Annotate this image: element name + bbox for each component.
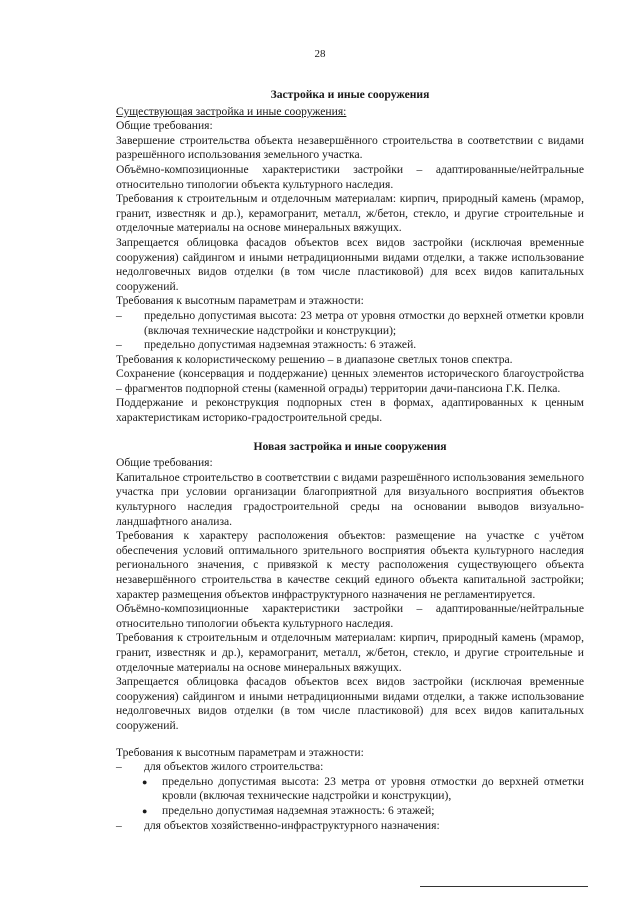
document-body bbox=[116, 88, 584, 833]
dash-marker: – bbox=[116, 338, 122, 352]
general-requirements-label: Общие требования: bbox=[116, 119, 213, 133]
paragraph: Поддержание и реконструкция подпорных стен в формах, адаптированных к ценным характеристикам историко-градостроительной среды. bbox=[116, 396, 584, 425]
residential-height-list bbox=[116, 775, 584, 819]
dash-marker: – bbox=[116, 818, 122, 832]
section-title-new: Новая застройка и иные сооружения bbox=[253, 439, 447, 453]
paragraph: Объёмно-композиционные характеристики застройки – адаптированные/нейтральные относительно типологии объекта культурного наследия. bbox=[116, 162, 584, 191]
object-type-list bbox=[116, 819, 584, 834]
list-item: – предельно допустимая высота: 23 метра от уровня отмостки до верхней отметки кровли (включая технические надстройки и конструкции); bbox=[116, 308, 584, 337]
dash-marker: – bbox=[116, 760, 122, 774]
page-number: 28 bbox=[314, 48, 326, 60]
paragraph: Объёмно-композиционные характеристики застройки – адаптированные/нейтральные относительно типологии объекта культурного наследия. bbox=[116, 602, 584, 630]
height-requirements-label: Требования к высотным параметрам и этажности: bbox=[116, 745, 364, 759]
list-item: – для объектов хозяйственно-инфраструктурного назначения: bbox=[116, 818, 440, 832]
paragraph: Требования к колористическому решению – в диапазоне светлых тонов спектра. bbox=[116, 352, 513, 366]
paragraph: Требования к строительным и отделочным материалам: кирпич, природный камень (мрамор, гранит, известняк и др.), керамогранит, металл, ж/бетон, стекло, и другие строительные и отделочные материалы на основе минеральных вяжущих. bbox=[116, 192, 584, 235]
height-requirements-label: Требования к высотным параметрам и этажности: bbox=[116, 294, 364, 308]
height-list bbox=[116, 309, 584, 353]
footnote-separator bbox=[420, 886, 588, 887]
object-type-list bbox=[116, 760, 584, 775]
dash-marker: – bbox=[116, 308, 122, 322]
paragraph: Завершение строительства объекта незавершённого строительства в соответствии с видами разрешённого использования земельного участка. bbox=[116, 133, 584, 162]
list-item: ● предельно допустимая высота: 23 метра от уровня отмостки до верхней отметки кровли (включая технические надстройки и конструкции), bbox=[142, 774, 584, 803]
paragraph: Запрещается облицовка фасадов объектов всех видов застройки (исключая временные сооружения) сайдингом и иными нетрадиционными видами отделки, а также использование недолговечных видов отделки (в том числе пластиковой) для всех видов капитальных сооружений. bbox=[116, 675, 584, 732]
section-subtitle-existing: Существующая застройка и иные сооружения: bbox=[116, 104, 347, 118]
paragraph: Капитальное строительство в соответствии с видами разрешённого использования земельного участка при условии организации благоприятной для визуального восприятия объектов культурного наследия градостроительной среды на основании выводов визуально-ландшафтного анализа. bbox=[116, 470, 584, 528]
list-item: – предельно допустимая надземная этажность: 6 этажей. bbox=[116, 338, 417, 352]
bullet-marker: ● bbox=[142, 805, 148, 816]
bullet-marker: ● bbox=[142, 776, 148, 787]
paragraph: Требования к характеру расположения объектов: размещение на участке с учётом обеспечения условий оптимального зрительного восприятия объекта культурного наследия регионального значения, с привязкой к месту расположения существующего объекта незавершённого строительства в качестве секций единого объекта капитальной застройки; характер размещения объектов инфраструктурного назначения не регламентируется. bbox=[116, 529, 584, 601]
paragraph: Запрещается облицовка фасадов объектов всех видов застройки (исключая временные сооружения) сайдингом и иными нетрадиционными видами отделки, а также использование недолговечных видов отделки (в том числе пластиковой) для всех видов капитальных сооружений. bbox=[116, 235, 584, 293]
section-title-existing: Застройка и иные сооружения bbox=[270, 88, 430, 101]
paragraph: Сохранение (консервация и поддержание) ценных элементов исторического благоустройства – фрагментов подпорной стены (каменной ограды) территории дачи-пансиона Г.К. Пелка. bbox=[116, 367, 584, 395]
general-requirements-label: Общие требования: bbox=[116, 456, 213, 470]
paragraph: Требования к строительным и отделочным материалам: кирпич, природный камень (мрамор, гранит, известняк и др.), керамогранит, металл, ж/бетон, стекло, и другие строительные и отделочные материалы на основе минеральных вяжущих. bbox=[116, 631, 584, 674]
list-item: – для объектов жилого строительства: bbox=[116, 760, 324, 774]
list-item: ● предельно допустимая надземная этажность: 6 этажей; bbox=[142, 803, 435, 817]
